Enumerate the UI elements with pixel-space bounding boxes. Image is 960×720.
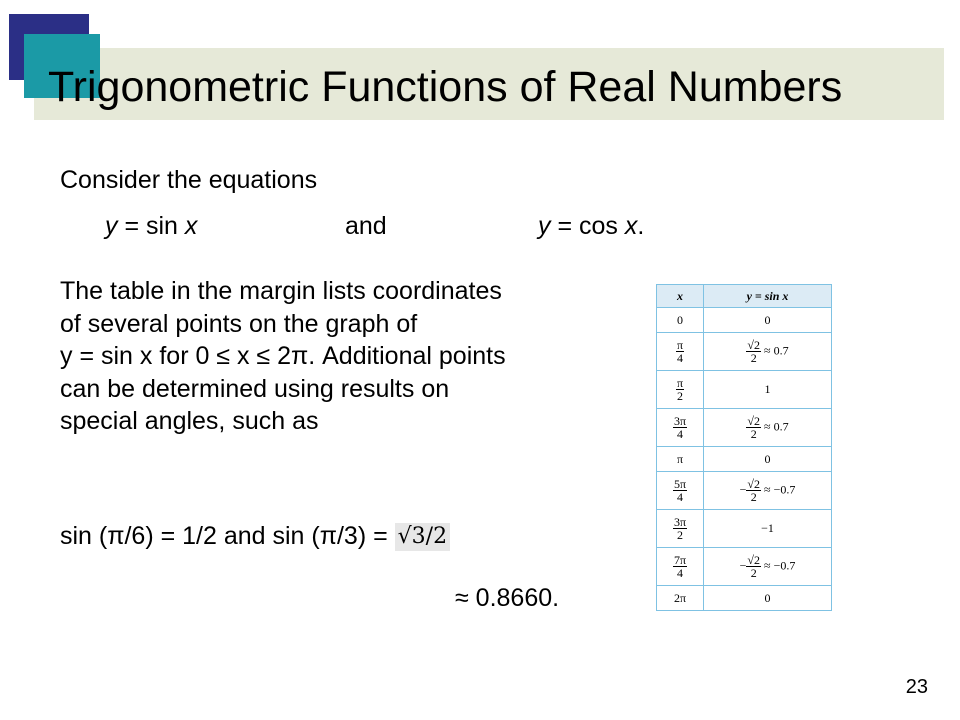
cell-y-value: − — [739, 558, 747, 573]
fraction-numerator: √2 — [747, 553, 760, 567]
sqrt-three-over-two: √3/2 — [395, 523, 450, 551]
equation-cos: y = cos x. — [538, 212, 645, 240]
cell-y — [704, 447, 832, 472]
cell-x — [657, 447, 704, 472]
cell-x — [657, 371, 704, 409]
table-header-x: x — [657, 285, 704, 308]
paragraph-line-2: of several points on the graph of — [60, 309, 418, 338]
cell-x — [657, 472, 704, 510]
special-angles-text: sin (π/6) = 1/2 and sin (π/3) = — [60, 522, 388, 550]
fraction-denominator: 2 — [750, 490, 757, 504]
cell-y-approx: ≈ 0.7 — [764, 343, 789, 358]
table-row — [657, 308, 832, 333]
fraction — [676, 339, 684, 364]
cell-y-value: 0 — [764, 312, 771, 327]
paragraph-line-1: The table in the margin lists coordinates — [60, 277, 502, 305]
cell-y-value: − — [739, 482, 747, 497]
fraction-numerator: 3π — [673, 515, 687, 529]
cell-x — [657, 409, 704, 447]
equation-and: and — [345, 212, 387, 240]
table-row — [657, 371, 832, 409]
fraction-numerator: π — [676, 376, 684, 390]
cell-x-value: π — [676, 451, 684, 466]
explanation-paragraph — [60, 275, 630, 438]
table-row — [657, 548, 832, 586]
fraction-denominator: 4 — [677, 351, 683, 365]
cell-y-approx: ≈ 0.7 — [764, 419, 789, 434]
intro-text: Consider the equations — [60, 166, 318, 194]
fraction-numerator: √2 — [747, 477, 760, 491]
table-row — [657, 586, 832, 611]
fraction-denominator: 2 — [677, 389, 683, 403]
cell-x — [657, 586, 704, 611]
fraction-denominator: 2 — [677, 528, 683, 542]
fraction-numerator: 7π — [673, 553, 687, 567]
fraction-denominator: 4 — [677, 490, 683, 504]
fraction — [673, 516, 687, 541]
cell-x — [657, 308, 704, 333]
paragraph-line-3: y = sin x for 0 ≤ x ≤ 2π. Additional points — [60, 342, 506, 370]
cell-x-value: 0 — [677, 312, 683, 327]
cell-y-approx: ≈ −0.7 — [764, 558, 796, 573]
fraction-numerator: 3π — [673, 414, 687, 428]
fraction-numerator: π — [676, 338, 684, 352]
cell-y — [704, 371, 832, 409]
fraction — [746, 339, 761, 364]
fraction — [673, 415, 687, 440]
fraction-numerator: √2 — [747, 338, 760, 352]
cell-y-value: 0 — [764, 590, 771, 605]
fraction-denominator: 4 — [677, 427, 683, 441]
cell-y — [704, 409, 832, 447]
cell-y — [704, 510, 832, 548]
approximation: ≈ 0.8660. — [455, 584, 560, 612]
cell-y-approx: ≈ −0.7 — [764, 482, 796, 497]
cell-x — [657, 548, 704, 586]
fraction-denominator: 2 — [750, 427, 757, 441]
cell-y-value: 1 — [764, 382, 771, 396]
fraction — [673, 554, 687, 579]
table-header-y: y = sin x — [704, 285, 832, 308]
paragraph-line-5: special angles, such as — [60, 407, 319, 435]
cell-x-value: 2π — [673, 590, 687, 605]
slide-number: 23 — [905, 676, 928, 698]
special-angles-line — [60, 521, 450, 551]
paragraph-line-4: can be determined using results on — [60, 374, 450, 403]
fraction — [746, 554, 761, 579]
fraction — [676, 377, 684, 402]
cell-x — [657, 510, 704, 548]
equation-sin: y = sin x — [105, 212, 198, 240]
cell-y — [704, 308, 832, 333]
table-row — [657, 472, 832, 510]
fraction-denominator: 4 — [677, 566, 683, 580]
cell-y — [704, 333, 832, 371]
fraction-denominator: 2 — [750, 351, 757, 365]
cell-x — [657, 333, 704, 371]
cell-y-value: 0 — [764, 451, 771, 466]
fraction — [746, 478, 761, 503]
table-row — [657, 510, 832, 548]
cell-y — [704, 586, 832, 611]
table-row — [657, 447, 832, 472]
fraction-denominator: 2 — [750, 566, 757, 580]
fraction-numerator: 5π — [673, 477, 687, 491]
cell-y-value: −1 — [761, 521, 774, 535]
slide-title: Trigonometric Functions of Real Numbers — [48, 63, 843, 111]
cell-y — [704, 472, 832, 510]
fraction-numerator: √2 — [747, 414, 760, 428]
fraction — [673, 478, 687, 503]
table-row — [657, 333, 832, 371]
fraction — [746, 415, 761, 440]
table-row — [657, 409, 832, 447]
cell-y — [704, 548, 832, 586]
sine-values-table — [656, 284, 832, 611]
